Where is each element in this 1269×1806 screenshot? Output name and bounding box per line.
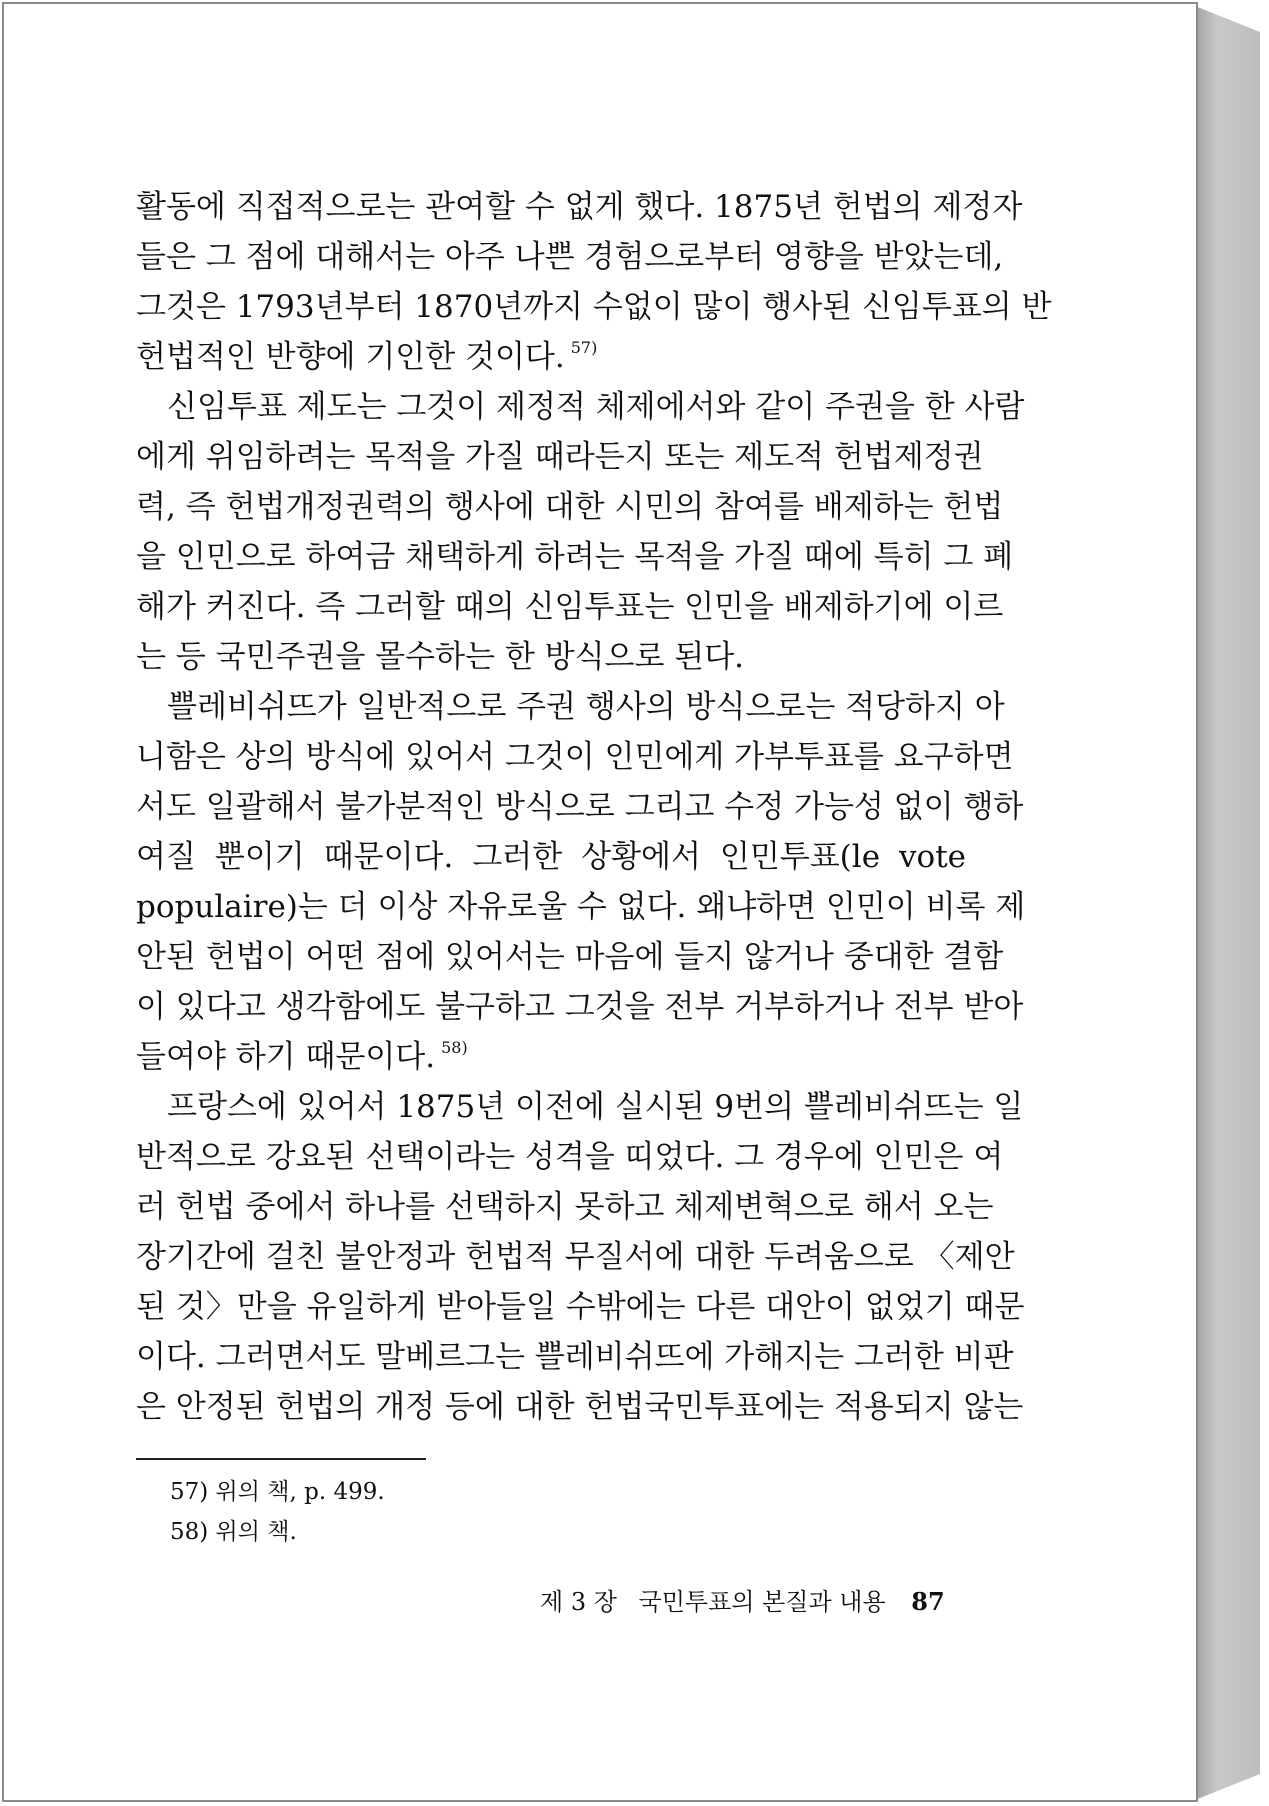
footnote-ref-57[interactable]: 57) bbox=[570, 338, 598, 357]
paragraph-1 bbox=[136, 182, 1052, 382]
body-text bbox=[136, 182, 1052, 1432]
footnote-divider bbox=[136, 1458, 426, 1460]
text-line: 은 안정된 헌법의 개정 등에 대한 헌법국민투표에는 적용되지 않는 bbox=[136, 1389, 1024, 1425]
book-edge bbox=[1190, 4, 1260, 1802]
footnotes bbox=[170, 1472, 385, 1552]
text-line: 장기간에 걸친 불안정과 헌법적 무질서에 대한 두려움으로 〈제안 bbox=[136, 1239, 1015, 1275]
text-line: 이 있다고 생각함에도 불구하고 그것을 전부 거부하거나 전부 받아 bbox=[136, 989, 1024, 1025]
text-line: 에게 위임하려는 목적을 가질 때라든지 또는 제도적 헌법제정권 bbox=[136, 439, 984, 475]
text-line: 여질 뿐이기 때문이다. 그러한 상황에서 인민투표(le vote bbox=[136, 839, 966, 875]
page-number: 87 bbox=[911, 1587, 945, 1616]
text-line bbox=[136, 1032, 966, 1082]
text-line-content: 헌법적인 반향에 기인한 것이다. bbox=[136, 339, 565, 375]
footnote-ref-58[interactable]: 58) bbox=[441, 1038, 468, 1057]
footer-chapter: 제 3 장 bbox=[540, 1588, 617, 1616]
text-line: 활동에 직접적으로는 관여할 수 없게 했다. 1875년 헌법의 제정자 bbox=[136, 189, 1023, 225]
text-line: 들은 그 점에 대해서는 아주 나쁜 경험으로부터 영향을 받았는데, bbox=[136, 239, 1004, 275]
footer-title: 국민투표의 본질과 내용 bbox=[638, 1588, 886, 1616]
text-line: 니함은 상의 방식에 있어서 그것이 인민에게 가부투표를 요구하면 bbox=[136, 739, 1014, 775]
text-line: 러 헌법 중에서 하나를 선택하지 못하고 체제변혁으로 해서 오는 bbox=[136, 1189, 994, 1225]
text-line bbox=[136, 332, 966, 382]
text-line: 력, 즉 헌법개정권력의 행사에 대한 시민의 참여를 배제하는 헌법 bbox=[136, 489, 1004, 525]
footnote-57: 57) 위의 책, p. 499. bbox=[170, 1479, 385, 1505]
paragraph-4 bbox=[136, 1082, 1025, 1432]
text-line: 프랑스에 있어서 1875년 이전에 실시된 9번의 쁠레비쉬뜨는 일 bbox=[167, 1089, 1024, 1125]
text-line: 쁠레비쉬뜨가 일반적으로 주권 행사의 방식으로는 적당하지 아 bbox=[167, 689, 1005, 725]
text-line: 신임투표 제도는 그것이 제정적 체제에서와 같이 주권을 한 사람 bbox=[167, 389, 1025, 425]
paragraph-3 bbox=[136, 682, 1026, 1082]
text-line: 그것은 1793년부터 1870년까지 수없이 많이 행사된 신임투표의 반 bbox=[136, 289, 1052, 325]
text-line: 안된 헌법이 어떤 점에 있어서는 마음에 들지 않거나 중대한 결함 bbox=[136, 939, 1004, 975]
text-line: 된 것〉만을 유일하게 받아들일 수밖에는 다른 대안이 없었기 때문 bbox=[136, 1289, 1025, 1325]
text-line: 을 인민으로 하여금 채택하게 하려는 목적을 가질 때에 특히 그 폐 bbox=[136, 539, 1014, 575]
text-line-content: 들여야 하기 때문이다. bbox=[136, 1039, 436, 1075]
footnote-58: 58) 위의 책. bbox=[170, 1519, 297, 1545]
text-line: 는 등 국민주권을 몰수하는 한 방식으로 된다. bbox=[136, 639, 745, 675]
running-footer bbox=[540, 1582, 966, 1617]
text-line: 해가 커진다. 즉 그러할 때의 신임투표는 인민을 배제하기에 이르 bbox=[136, 589, 1004, 625]
paragraph-2 bbox=[136, 382, 1025, 682]
text-line: populaire)는 더 이상 자유로울 수 없다. 왜냐하면 인민이 비록 제 bbox=[136, 889, 1026, 925]
text-line: 반적으로 강요된 선택이라는 성격을 띠었다. 그 경우에 인민은 여 bbox=[136, 1139, 1004, 1175]
text-line: 이다. 그러면서도 말베르그는 쁠레비쉬뜨에 가해지는 그러한 비판 bbox=[136, 1339, 1014, 1375]
text-line: 서도 일괄해서 불가분적인 방식으로 그리고 수정 가능성 없이 행하 bbox=[136, 789, 1024, 825]
